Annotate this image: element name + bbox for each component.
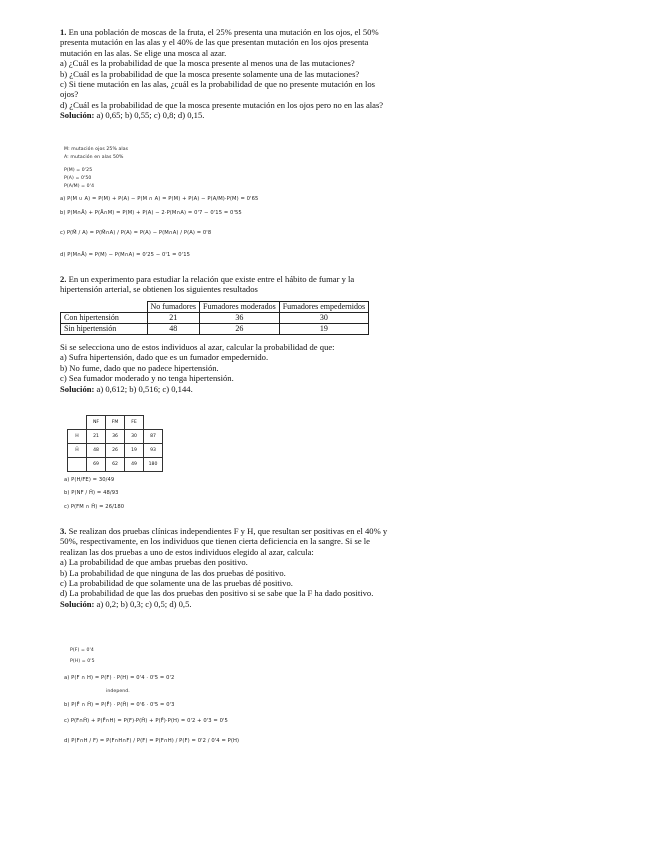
table-cell: 49: [125, 458, 144, 472]
problem-2-line: hipertensión arterial, se obtienen los siguientes resultados: [60, 284, 258, 295]
problem-1-handwriting-c: c) P(M̄ / A) = P(M̄∩A) / P(A) = P(A) − P(M∩A) / P(A) = 0'8: [60, 230, 212, 236]
problem-3-handwriting-b: b) P(F̄ ∩ H̄) = P(F̄) · P(H̄) = 0'6 · 0'5 = 0'3: [64, 702, 175, 708]
problem-2-line: 2. En un experimento para estudiar la relación que existe entre el hábito de fumar y la: [60, 274, 355, 284]
problem-3-handwriting-ph: P(H) = 0'5: [70, 659, 95, 664]
problem-2-questions: [60, 342, 446, 394]
table-cell: H̄: [68, 444, 87, 458]
table-cell: H: [68, 430, 87, 444]
problem-1-solution: Solución: a) 0,65; b) 0,55; c) 0,8; d) 0,15.: [60, 110, 205, 121]
table-row: [68, 430, 163, 444]
problem-3-line: realizan las dos pruebas a uno de estos individuos elegido al azar, calcula:: [60, 546, 314, 557]
problem-2-statement: [60, 274, 446, 295]
problem-2-handwriting-a: a) P(H/FE) = 30/49: [64, 477, 115, 483]
problem-3-line: 50%, respectivamente, en los individuos que tienen cierta deficiencia en la sangre. Si se le: [60, 536, 370, 547]
problem-3-handwriting-pf: P(F) = 0'4: [70, 648, 94, 653]
table-cell: 36: [106, 430, 125, 444]
table-cell: 93: [144, 444, 163, 458]
problem-2-handwriting-b: b) P(NF / H̄) = 48/93: [64, 490, 119, 496]
problem-1-question-a: a) ¿Cuál es la probabilidad de que la mosca presente al menos una de las mutaciones?: [60, 58, 355, 69]
table-cell: 30: [125, 430, 144, 444]
table-cell: 19: [125, 444, 144, 458]
problem-2-question-a: a) Sufra hipertensión, dado que es un fumador empedernido.: [60, 352, 269, 363]
problem-1-number: 1.: [60, 27, 67, 37]
table-row-label: Sin hipertensión: [61, 324, 148, 335]
table-row: [61, 313, 369, 324]
table-cell: 21: [87, 430, 106, 444]
problem-2-solution: Solución: a) 0,612; b) 0,516; c) 0,144.: [60, 383, 193, 394]
problem-3-question-c: c) La probabilidad de que solamente una de las pruebas dé positivo.: [60, 578, 293, 589]
problem-1-question-c-cont: ojos?: [60, 89, 79, 100]
problem-2-question-b: b) No fume, dado que no padece hipertensión.: [60, 362, 219, 373]
table-header-cell: Fumadores empedernidos: [279, 302, 368, 313]
table-row: [68, 458, 163, 472]
problem-2-question-c: c) Sea fumador moderado y no tenga hipertensión.: [60, 373, 234, 384]
problem-1-line: 1. En una población de moscas de la fruta, el 25% presenta una mutación en los ojos, el 50%: [60, 27, 379, 37]
table-cell: 30: [279, 313, 368, 324]
problem-2-handwriting-c: c) P(FM ∩ H̄) = 26/180: [64, 504, 125, 510]
table-cell: 48: [87, 444, 106, 458]
problem-3-question-b: b) La probabilidad de que ninguna de las dos pruebas dé positivo.: [60, 567, 286, 578]
problem-2-handwritten-table: [67, 415, 163, 472]
problem-2-number: 2.: [60, 274, 67, 284]
table-cell: NF: [87, 416, 106, 430]
problem-1-handwriting-b: b) P(M∩Ā) + P(Ā∩M) = P(M) + P(A) − 2·P(M∩A) = 0'7 − 0'15 = 0'55: [60, 210, 242, 216]
table-header-row: [61, 302, 369, 313]
problem-2-intro: Si se selecciona uno de estos individuos al azar, calcular la probabilidad de que:: [60, 342, 335, 352]
table-row: [68, 444, 163, 458]
table-cell: FE: [125, 416, 144, 430]
problem-3-handwriting-a: a) P(F ∩ H) = P(F) · P(H) = 0'4 · 0'5 = 0'2: [64, 675, 175, 681]
table-cell: 19: [279, 324, 368, 335]
problem-1-handwriting-pa: P(A) = 0'50: [64, 176, 92, 181]
problem-1-handwriting-def-1: M: mutación ojos 25% alas: [64, 147, 129, 152]
problem-1-handwriting-def-2: A: mutación en alas 50%: [64, 155, 124, 160]
problem-1-handwriting-d: d) P(M∩Ā) = P(M) − P(M∩A) = 0'25 − 0'1 = 0'15: [60, 252, 191, 258]
table-cell: 62: [106, 458, 125, 472]
table-cell: 48: [147, 324, 200, 335]
problem-3-question-a: a) La probabilidad de que ambas pruebas den positivo.: [60, 557, 248, 568]
table-cell: FM: [106, 416, 125, 430]
table-cell: 36: [200, 313, 280, 324]
table-row: [68, 416, 163, 430]
problem-3-question-d: d) La probabilidad de que las dos pruebas den positivo si se sabe que la F ha dado positivo.: [60, 588, 374, 599]
problem-3-line: 3. Se realizan dos pruebas clínicas independientes F y H, que resultan ser positivas en el 40% y: [60, 526, 388, 536]
problem-1-question-c: c) Si tiene mutación en las alas, ¿cuál es la probabilidad de que no presente mutación en los: [60, 79, 375, 90]
table-cell: 87: [144, 430, 163, 444]
problem-1-handwriting-pm: P(M) = 0'25: [64, 168, 93, 173]
table-cell: 69: [87, 458, 106, 472]
table-cell: [68, 458, 87, 472]
problem-1-line: presenta mutación en las alas y el 40% de las que presentan mutación en los ojos presenta: [60, 37, 369, 48]
table-cell: 21: [147, 313, 200, 324]
table-cell: 180: [144, 458, 163, 472]
smoking-hypertension-table: [60, 301, 369, 335]
problem-1-question-b: b) ¿Cuál es la probabilidad de que la mosca presente solamente una de las mutaciones?: [60, 68, 360, 79]
table-cell: 26: [200, 324, 280, 335]
problem-3-number: 3.: [60, 526, 67, 536]
table-row-label: Con hipertensión: [61, 313, 148, 324]
problem-1-line: mutación en las alas. Se elige una mosca al azar.: [60, 47, 227, 58]
problem-1-handwriting-pam: P(A/M) = 0'4: [64, 184, 95, 189]
problem-3-solution: Solución: a) 0,2; b) 0,3; c) 0,5; d) 0,5.: [60, 598, 192, 609]
problem-1-handwriting-a: a) P(M ∪ A) = P(M) + P(A) − P(M ∩ A) = P(M) + P(A) − P(A/M)·P(M) = 0'65: [60, 196, 259, 202]
problem-3-handwriting-independ: independ.: [106, 689, 130, 694]
problem-1-question-d: d) ¿Cuál es la probabilidad de que la mosca presente mutación en los ojos pero no en las alas?: [60, 99, 384, 110]
table-header-cell: Fumadores moderados: [200, 302, 280, 313]
table-cell: 26: [106, 444, 125, 458]
table-header-cell: No fumadores: [147, 302, 200, 313]
problem-3-statement: [60, 526, 446, 609]
table-row: [61, 324, 369, 335]
problem-1-statement: [60, 27, 446, 121]
problem-3-handwriting-c: c) P(F∩H̄) + P(F̄∩H) = P(F)·P(H̄) + P(F̄)·P(H) = 0'2 + 0'3 = 0'5: [64, 718, 228, 724]
problem-3-handwriting-d: d) P(F∩H / F) = P(F∩H∩F) / P(F) = P(F∩H) / P(F) = 0'2 / 0'4 = P(H): [64, 738, 240, 744]
